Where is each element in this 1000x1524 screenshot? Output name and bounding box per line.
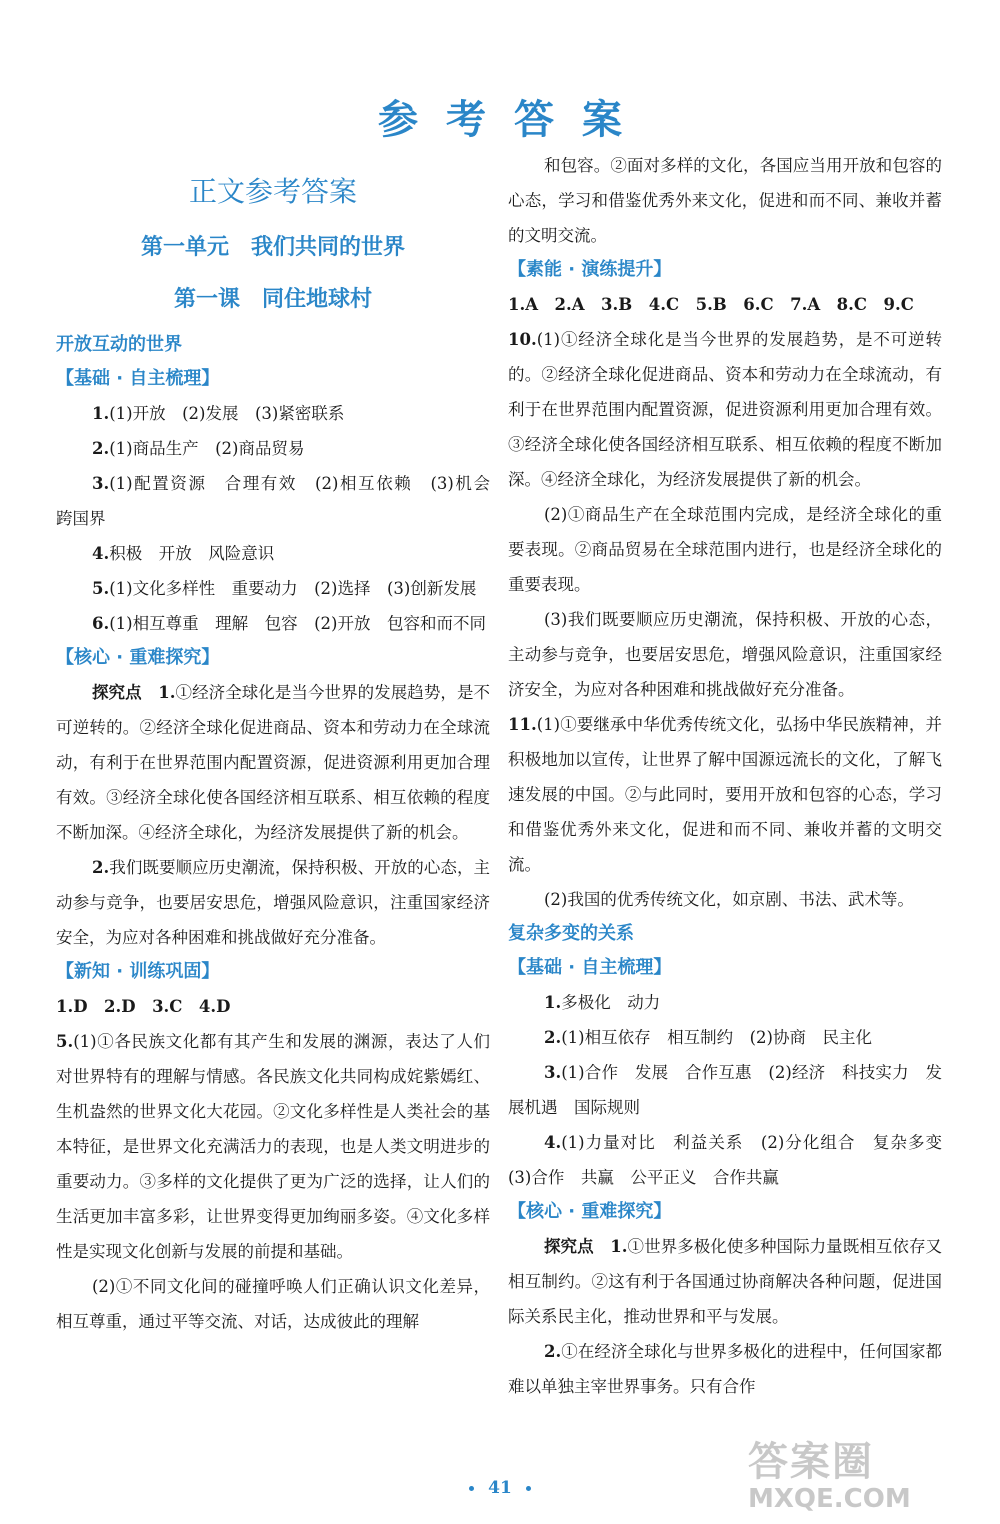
list-item: 1.(1)开放 (2)发展 (3)紧密联系 [92,404,345,423]
tag-jichu: 【基础 · 自主梳理】 [56,368,220,389]
list-item: 2.(1)相互依存 相互制约 (2)协商 民主化 [544,1028,872,1047]
answer-paragraph: 10.(1)①经济全球化是当今世界的发展趋势，是不可逆转的。②经济全球化促进商品、资本和劳动力在全球流动，有利于在世界范围内配置资源，促进资源利用更加合理有效。③经济全球化使各国经济相互联系、相互依赖的程度不断加深。④经济全球化，为经济发展提供了新的机会。 [508,330,942,489]
dot-icon [469,1486,474,1491]
mc-answers: 1.A 2.A 3.B 4.C 5.B 6.C 7.A 8.C 9.C [508,295,914,314]
list-item: 4.积极 开放 风险意识 [92,544,275,563]
answer-paragraph: (2)①商品生产在全球范围内完成，是经济全球化的重要表现。②商品贸易在全球范围内进行，也是经济全球化的重要表现。 [508,505,942,594]
answer-paragraph: 和包容。②面对多样的文化，各国应当用开放和包容的心态，学习和借鉴优秀外来文化，促进和而不同、兼收并蓄的文明交流。 [508,156,942,245]
answer-paragraph: (2)①不同文化间的碰撞呼唤人们正确认识文化差异，相互尊重，通过平等交流、对话，达成彼此的理解 [56,1277,490,1331]
tanjiu-paragraph: 探究点 1.①世界多极化使多种国际力量既相互依存又相互制约。②这有利于各国通过协商解决各种问题，促进国际关系民主化，推动世界和平与发展。 [508,1237,943,1326]
tag-hexin: 【核心 · 重难探究】 [508,1201,672,1222]
tag-jichu: 【基础 · 自主梳理】 [508,957,672,978]
page-title: 参考答案 [378,97,650,143]
answer-paragraph: 5.(1)①各民族文化都有其产生和发展的渊源，表达了人们对世界特有的理解与情感。各民族文化共同构成姹紫嫣红、生机盎然的世界文化大花园。②文化多样性是人类社会的基本特征，是世界文化充满活力的表现，也是人类文明进步的重要动力。③多样的文化提供了更为广泛的选择，让人们的生活更加丰富多彩，让世界变得更加绚丽多姿。④文化多样性是实现文化创新与发展的前提和基础。 [56,1032,490,1261]
list-item: 6.(1)相互尊重 理解 包容 (2)开放 包容和而不同 [92,614,486,633]
watermark-url: MXQE.COM [748,1484,911,1514]
list-item: 2.(1)商品生产 (2)商品贸易 [92,439,305,458]
topic-heading: 复杂多变的关系 [508,923,634,944]
tag-suneng: 【素能 · 演练提升】 [508,259,672,280]
answer-paragraph: 11.(1)①要继承中华优秀传统文化，弘扬中华民族精神，并积极地加以宣传，让世界了解中国源远流长的文化，了解飞速发展的中国。②与此同时，要用开放和包容的心态，学习和借鉴优秀外来文化，促进和而不同、兼收并蓄的文明交流。 [508,715,942,874]
tanjiu-paragraph: 探究点 1.①经济全球化是当今世界的发展趋势，是不可逆转的。②经济全球化促进商品、资本和劳动力在全球流动，有利于在世界范围内配置资源，促进资源利用更加合理有效。③经济全球化使各国经济相互联系、相互依赖的程度不断加深。④经济全球化，为经济发展提供了新的机会。 [56,683,491,842]
tag-xinzhi: 【新知 · 训练巩固】 [56,961,220,982]
list-item: 3.(1)合作 发展 合作互惠 (2)经济 科技实力 发展机遇 国际规则 [508,1063,942,1117]
left-column [56,150,507,1339]
tanjiu-paragraph: 2.①在经济全球化与世界多极化的进程中，任何国家都难以单独主宰世界事务。只有合作 [508,1342,942,1396]
watermark-logo: 答案圈 [748,1439,874,1485]
list-item: 5.(1)文化多样性 重要动力 (2)选择 (3)创新发展 [92,579,477,598]
list-item: 4.(1)力量对比 利益关系 (2)分化组合 复杂多变 (3)合作 共赢 公平正义 合作共赢 [508,1133,959,1187]
lesson-title: 第一课 同住地球村 [173,287,372,312]
list-item: 3.(1)配置资源 合理有效 (2)相互依赖 (3)机会 跨国界 [56,474,507,528]
tanjiu-paragraph: 2.我们既要顺应历史潮流，保持积极、开放的心态，主动参与竞争，也要居安思危，增强风险意识，注重国家经济安全，为应对各种困难和挑战做好充分准备。 [56,858,490,947]
page-number: 41 [0,1478,1000,1498]
section-title: 正文参考答案 [188,175,357,208]
topic-heading: 开放互动的世界 [56,334,182,355]
unit-title: 第一单元 我们共同的世界 [140,235,405,260]
tag-hexin: 【核心 · 重难探究】 [56,647,220,668]
list-item: 1.多极化 动力 [544,993,661,1012]
answer-paragraph: (3)我们既要顺应历史潮流，保持积极、开放的心态，主动参与竞争，也要居安思危，增强风险意识，注重国家经济安全，为应对各种困难和挑战做好充分准备。 [508,610,942,699]
answer-paragraph: (2)我国的优秀传统文化，如京剧、书法、武术等。 [544,890,914,909]
mc-answers: 1.D 2.D 3.C 4.D [56,997,231,1016]
watermark [748,1440,988,1520]
right-column [508,148,959,1404]
dot-icon [526,1486,531,1491]
